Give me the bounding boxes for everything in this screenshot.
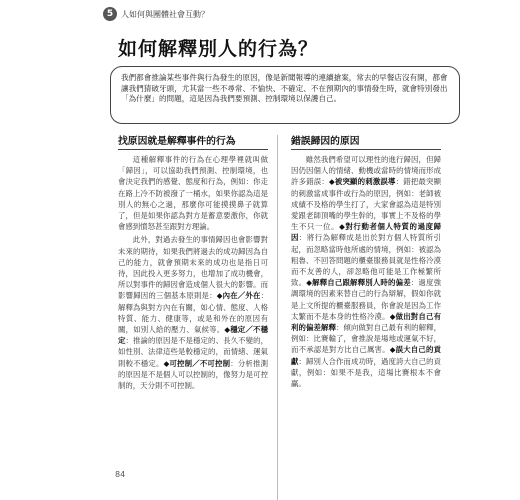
error-salient-stimulus-text: ：錯把最突顯的刺激當成事件或行為的原因，例如：老師被成績不及格的學生打了，大家會認為這是特別愛跟老師頂嘴的學生幹的，事實上不及格的學生不只一位。 [291, 177, 441, 232]
page-number: 84 [115, 470, 126, 479]
principle-controllable-text: ：分析推測的原因是不是個人可以控制的，像努力是可控制的，天分則不可控制。 [118, 358, 268, 391]
error-actor-observer-text: ：過度強調環境的因素來替自己的行為辯解，假如你就是上文所提的櫃臺服務員，你會說是因為工作太繁而不是本身的性格冷漠。 [291, 278, 441, 321]
principle-internal-external-text: ：解釋為與對方內在有關，如心情、態度、人格特質、能力、健康等，或是和外在的原因有關，如別人給的壓力、氣候等。 [118, 291, 268, 335]
left-heading: 找原因就是解釋事件的行為 [118, 133, 268, 150]
column-divider [277, 135, 278, 500]
principle-internal-external: ◆內在／外在 [216, 291, 261, 301]
principle-stable-unstable: ◆穩定／不穩定 [118, 325, 268, 346]
section-number-badge: 5 [103, 7, 117, 21]
section-tag [103, 7, 209, 21]
error-overclaim-contribution-text: ：歸別人合作而成功時，過度誇大自己的貢獻，例如：如果不是我，這場比賽根本不會贏。 [291, 356, 441, 389]
principle-stable-unstable-text: ：推論的原因是不是穩定的、長久不變的，如性別、法律這些是較穩定的，而情緒、運氣則較不穩定。 [118, 336, 268, 368]
left-paragraph-2-text: 此外，對過去發生的事情歸因也會影響對未來的期待，如果我們將過去的成功歸因為自己的能力，就會預期未來的成功也是指日可待，因此投入更多努力，也增加了成功機會，所以對事件的歸因會造成個人很大的影響。而影響歸因的三個基本原則是： [118, 235, 268, 301]
right-paragraph-1 [291, 154, 441, 389]
error-overclaim-contribution: ◆誤大自己的貢獻 [291, 345, 441, 366]
left-paragraph-1: 這種解釋事件的行為在心理學裡就叫做「歸因」，可以協助我們預測、控制環境，也會決定我們的感覺、態度和行為，例如：你走在路上冷不防被潑了一桶水，如果你認為這是別人的無心之過，那麼你可能摸摸鼻子就算了，但是如果你認為對方是蓄意要激你，你就會感到憤怒甚至跟對方理論。 [118, 155, 268, 232]
right-paragraph-1-text: 雖然我們希望可以理性的進行歸因，但歸因仍因個人的情緒、動機或當時的情境而形成許多錯誤： [291, 155, 441, 187]
error-salient-stimulus: ◆被突顯的刺激誤導 [328, 177, 396, 187]
left-paragraph-2 [118, 234, 268, 391]
principle-controllable: ◆可控制／不可控制 [163, 358, 231, 368]
right-heading: 錯誤歸因的原因 [291, 133, 441, 150]
error-self-serving-text: ：傾向做對自己最有利的解釋，例如：比賽輸了，會推說是場地或運氣不好，而不承認是對方比自己厲害。 [291, 323, 441, 355]
error-trait-overattribution: ◆對行動者個人特質的過度歸因 [291, 222, 441, 243]
left-column [118, 133, 268, 393]
right-column [291, 133, 441, 391]
error-self-serving: ◆做出對自己有利的偏差解釋 [291, 311, 441, 333]
section-title: 人如何與團體社會互動？ [121, 9, 209, 19]
error-actor-observer: ◆解釋自己跟解釋別人時的偏差 [306, 278, 411, 288]
intro-box: 我們都會推論某些事件與行為發生的原因，像是新聞報導的連續搶案，常去的早餐店沒有開，都會讓我們猜破牙頭，尤其當一些不尋常、不愉快、不確定、不在預期內的事情發生時，就會特別發出「為什麼」的問題，這是因為我們要預測、控制環境以保護自己。 [110, 66, 460, 124]
error-trait-overattribution-text: ：將行為解釋成是出於對方個人特質所引起，而忽略當時他所處的情境，例如：被認為粗魯、不回答問題的櫃臺服務員就是性格冷漠而不友善的人，卻忽略他可能是工作極繁所致。 [291, 233, 441, 288]
page-title: 如何解釋別人的行為？ [118, 38, 319, 60]
